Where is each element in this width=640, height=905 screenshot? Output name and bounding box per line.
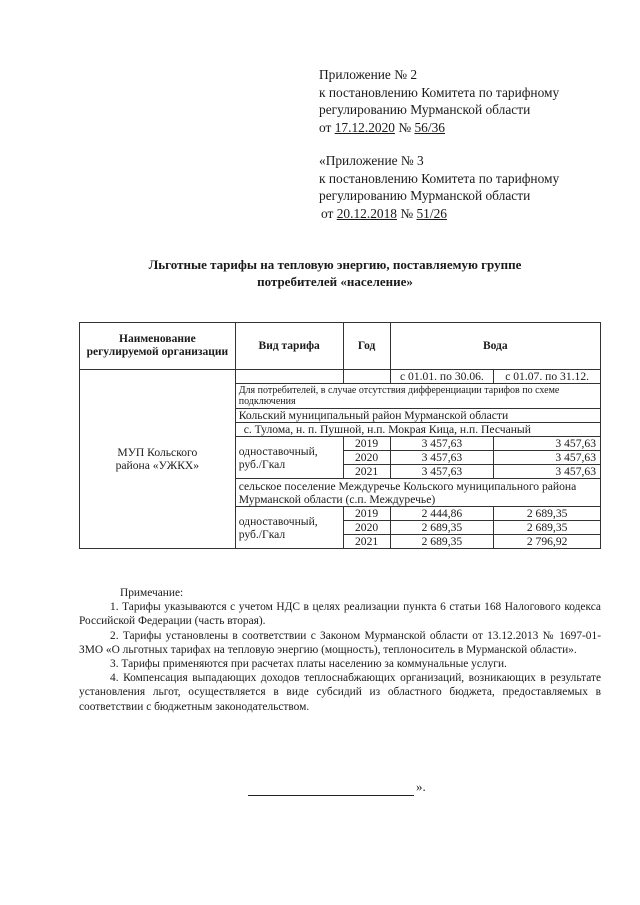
col-year-header: Год	[343, 323, 390, 370]
appendix-2-date-line	[319, 119, 559, 137]
date-prefix: от	[319, 119, 335, 135]
period-1: с 01.01. по 30.06.	[390, 370, 494, 384]
note-item: 1. Тарифы указываются с учетом НДС в целях реализации пункта 6 статьи 168 Налогового кодекса Российской Федерации (часть вторая).	[79, 601, 601, 628]
empty-cell	[343, 370, 390, 384]
settlement2-name: сельское поселение Междуречье Кольского муниципального района Мурманской области (с.п. Междуречье)	[235, 479, 600, 507]
value-cell: 3 457,63	[494, 465, 601, 479]
resolution-date: 17.12.2020	[334, 119, 395, 135]
year-cell: 2021	[343, 465, 390, 479]
col-org-header: Наименование регулируемой организации	[80, 323, 236, 370]
title-line-1: Льготные тарифы на тепловую энергию, поставляемую группе	[148, 257, 522, 272]
empty-cell	[235, 370, 343, 384]
tariff-type-cell: одноставочный, руб./Гкал	[235, 507, 343, 549]
appendix-3-line2: к постановлению Комитета по тарифному	[319, 170, 560, 186]
resolution-number: 51/26	[416, 205, 447, 221]
value-cell: 2 689,35	[390, 521, 494, 535]
period-2: с 01.07. по 31.12.	[494, 370, 601, 384]
notes-heading: Примечание:	[120, 587, 184, 599]
number-sign: №	[396, 205, 417, 221]
value-cell: 2 444,86	[390, 507, 494, 521]
value-cell: 2 689,35	[494, 521, 601, 535]
district-name: Кольский муниципальный район Мурманской области	[235, 409, 600, 423]
year-cell: 2019	[343, 507, 390, 521]
notes-section	[79, 586, 601, 714]
tariff-type-cell: одноставочный, руб./Гкал	[235, 437, 343, 479]
appendix-2-line3: регулированию Мурманской области	[319, 102, 531, 117]
appendix-3-header	[319, 152, 559, 222]
appendix-2-line2: к постановлению Комитета по тарифному	[319, 84, 560, 100]
appendix-3-line3: регулированию Мурманской области	[319, 188, 531, 203]
value-cell: 2 796,92	[494, 535, 601, 549]
col-type-header: Вид тарифа	[235, 323, 343, 370]
appendix-2-title: Приложение № 2	[319, 67, 418, 82]
settlements-name: с. Тулома, н. п. Пушной, н.п. Мокрая Кица, н.п. Песчаный	[235, 423, 600, 437]
resolution-number: 56/36	[414, 119, 445, 135]
document-title	[70, 256, 600, 290]
value-cell: 2 689,35	[494, 507, 601, 521]
title-line-2: потребителей «население»	[257, 274, 413, 289]
value-cell: 3 457,63	[390, 451, 494, 465]
appendix-2-header	[319, 66, 559, 136]
appendix-3-date-line	[319, 205, 559, 223]
year-cell: 2020	[343, 521, 390, 535]
note-item: 4. Компенсация выпадающих доходов теплоснабжающих организаций, возникающих в результате установления льгот, осуществляется в виде субсидий из областного бюджета, предоставляемых в соответствии с бюджетным законодательством.	[79, 672, 601, 713]
value-cell: 2 689,35	[390, 535, 494, 549]
closing-underline	[248, 780, 414, 796]
appendix-3-title: «Приложение № 3	[319, 153, 424, 168]
number-sign: №	[394, 119, 415, 135]
periods-row	[80, 370, 601, 384]
year-cell: 2020	[343, 451, 390, 465]
table-header-row	[80, 323, 601, 370]
date-prefix: от	[321, 205, 337, 221]
value-cell: 3 457,63	[390, 437, 494, 451]
closing-quote: ».	[416, 779, 426, 794]
tariff-table	[79, 322, 601, 549]
value-cell: 3 457,63	[494, 437, 601, 451]
differentiation-note: Для потребителей, в случае отсутствия дифференциации тарифов по схеме подключения	[235, 384, 600, 409]
note-item: 3. Тарифы применяются при расчетах платы населению за коммунальные услуги.	[110, 658, 507, 671]
org-name-cell: МУП Кольского района «УЖКХ»	[80, 370, 236, 549]
col-water-header: Вода	[390, 323, 600, 370]
resolution-date: 20.12.2018	[336, 205, 397, 221]
year-cell: 2021	[343, 535, 390, 549]
note-item: 2. Тарифы установлены в соответствии с Законом Мурманской области от 13.12.2013 № 1697-01-ЗМО «О льготных тарифах на тепловую энергию (мощность), теплоноситель в Мурманской области».	[79, 629, 601, 656]
value-cell: 3 457,63	[390, 465, 494, 479]
year-cell: 2019	[343, 437, 390, 451]
value-cell: 3 457,63	[494, 451, 601, 465]
